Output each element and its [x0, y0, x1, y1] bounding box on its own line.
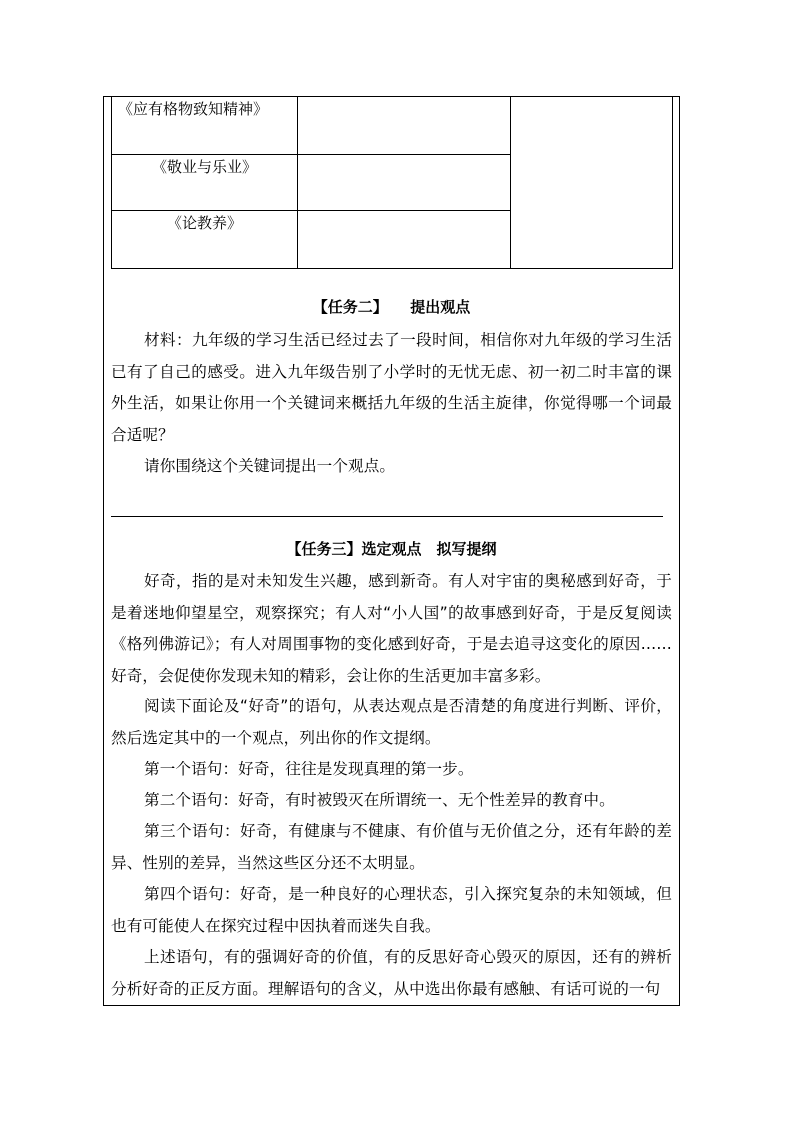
task3-intro: 好奇，指的是对未知发生兴趣，感到新奇。有人对宇宙的奥秘感到好奇，于是着迷地仰望星空，观察探究；有人对“小人国”的故事感到好奇，于是反复阅读《格列佛游记》；有人对周围事物的变化感到好奇，于是去追寻这变化的原因……好奇，会促使你发现未知的精彩，会让你的生活更加丰富多彩。: [111, 572, 672, 685]
task3-heading: 【任务三】选定观点 拟写提纲: [286, 540, 497, 558]
side-answer-cell[interactable]: [511, 97, 673, 269]
statement-4: 第四个语句：好奇，是一种良好的心理状态，引入探究复杂的未知领域，但也有可能使人在探究过程中因执着而迷失自我。: [111, 885, 672, 935]
essay-answer-cell[interactable]: [298, 97, 511, 155]
essay-title-cell: [112, 155, 298, 211]
essay-title-cell: [112, 211, 298, 269]
essay-title: 《敬业与乐业》: [151, 158, 257, 176]
task2-material: 材料：九年级的学习生活已经过去了一段时间，相信你对九年级的学习生活已有了自己的感受。进入九年级告别了小学时的无忧无虑、初一初二时丰富的课外生活，如果让你用一个关键词来概括九年级的生活主旋律，你觉得哪一个词最合适呢？: [111, 331, 672, 444]
task3-summary: 上述语句，有的强调好奇的价值，有的反思好奇心毁灭的原因，还有的辨析分析好奇的正反方面。理解语句的含义，从中选出你最有感触、有话可说的一句: [111, 948, 672, 998]
essay-title: 《应有格物致知精神》: [118, 100, 269, 118]
task3-instruction: 阅读下面论及“好奇”的语句，从表达观点是否清楚的角度进行判断、评价，然后选定其中的一个观点，列出你的作文提纲。: [111, 697, 672, 747]
table-row: [112, 97, 673, 155]
essay-table: [111, 96, 673, 269]
essay-answer-cell[interactable]: [298, 211, 511, 269]
essay-title-cell: [112, 97, 298, 155]
essay-title: 《论教养》: [166, 214, 242, 232]
statement-2: 第二个语句：好奇，有时被毁灭在所谓统一、无个性差异的教育中。: [144, 791, 615, 809]
answer-line[interactable]: [111, 516, 663, 517]
essay-answer-cell[interactable]: [298, 155, 511, 211]
task2-prompt: 请你围绕这个关键词提出一个观点。: [144, 457, 396, 475]
statement-1: 第一个语句：好奇，往往是发现真理的第一步。: [144, 760, 474, 778]
task2-heading: 【任务二】 提出观点: [312, 298, 471, 316]
statement-3: 第三个语句：好奇，有健康与不健康、有价值与无价值之分，还有年龄的差异、性别的差异，当然这些区分还不太明显。: [111, 822, 672, 872]
